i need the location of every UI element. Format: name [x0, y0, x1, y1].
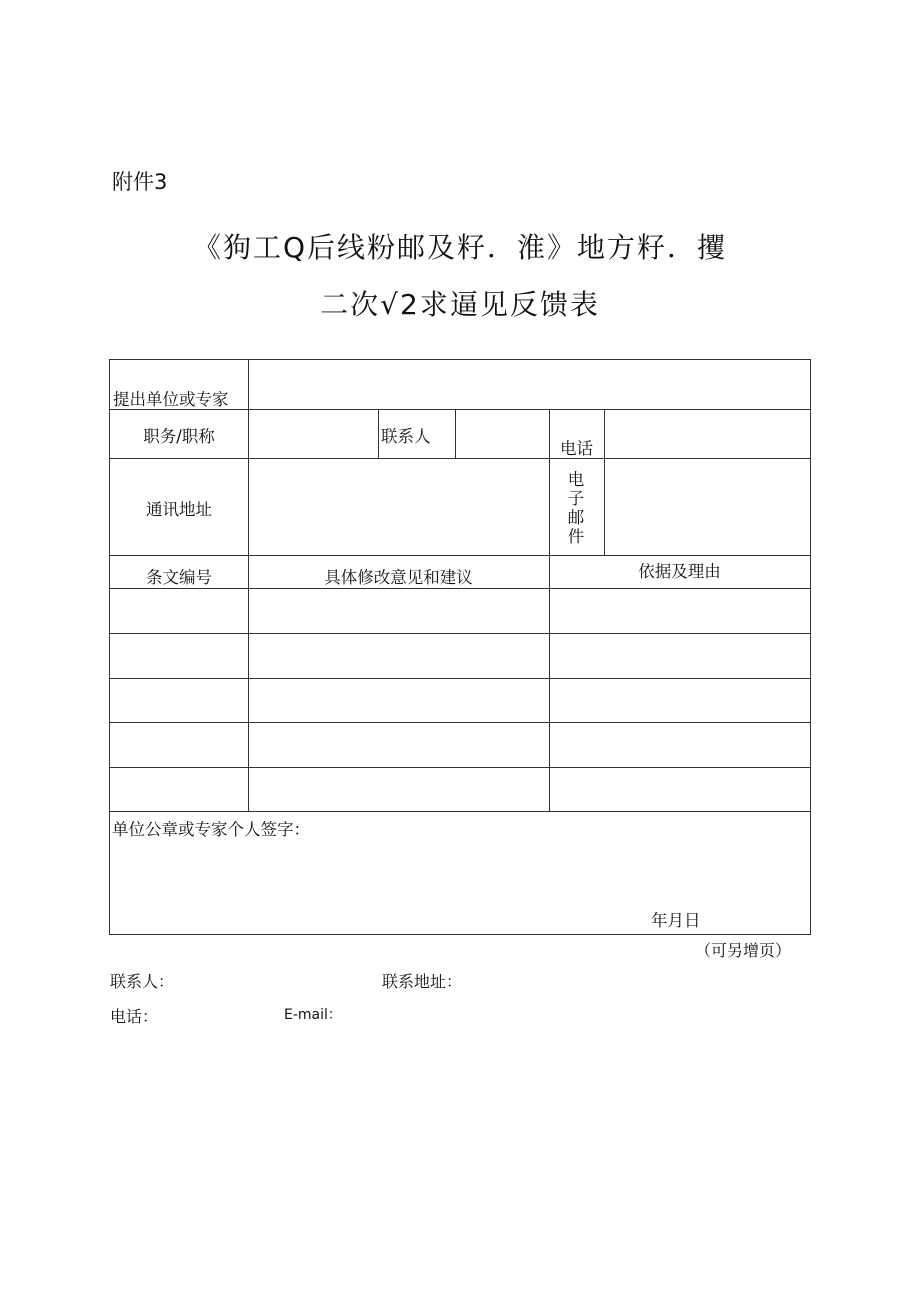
row-divider — [110, 633, 810, 634]
form-title-line2: 二次√2求逼见反馈表 — [320, 288, 600, 321]
row-divider — [110, 678, 810, 679]
footer-contact-label: 联系人： — [110, 972, 175, 991]
signature-label: 单位公章或专家个人签字： — [112, 820, 310, 839]
column-header-opinion: 具体修改意见和建议 — [324, 568, 473, 587]
email-label-char: 件 — [567, 527, 585, 546]
column-divider — [378, 409, 379, 458]
email-label — [566, 470, 586, 546]
form-title-line1: 《狗工Q后线粉邮及籽．淮》地方籽．攫 — [192, 231, 728, 264]
feedback-form-table — [109, 359, 811, 935]
column-header-reason: 依据及理由 — [638, 562, 721, 581]
attachment-label: 附件3 — [112, 170, 168, 194]
column-header-clause: 条文编号 — [146, 568, 212, 587]
row-divider — [110, 555, 810, 556]
row-divider — [110, 588, 810, 589]
row-divider — [110, 811, 810, 812]
email-label-char: 邮 — [567, 508, 585, 527]
unit-label: 提出单位或专家 — [113, 390, 229, 409]
column-divider — [549, 409, 550, 811]
footer-email-label: E-mail： — [284, 1007, 342, 1023]
column-divider — [455, 409, 456, 458]
email-label-char: 电 — [567, 470, 585, 489]
row-divider — [110, 722, 810, 723]
date-label: 年月日 — [651, 911, 701, 930]
position-label: 职务/职称 — [143, 427, 215, 446]
additional-pages-note: （可另增页） — [695, 941, 792, 960]
footer-address-label: 联系地址： — [382, 972, 463, 991]
address-label: 通讯地址 — [146, 500, 212, 519]
column-divider — [604, 409, 605, 555]
footer-phone-label: 电话： — [110, 1007, 159, 1026]
row-divider — [110, 458, 810, 459]
phone-label: 电话 — [560, 439, 593, 458]
contact-person-label: 联系人 — [381, 427, 431, 446]
row-divider — [110, 767, 810, 768]
email-label-char: 子 — [567, 489, 585, 508]
